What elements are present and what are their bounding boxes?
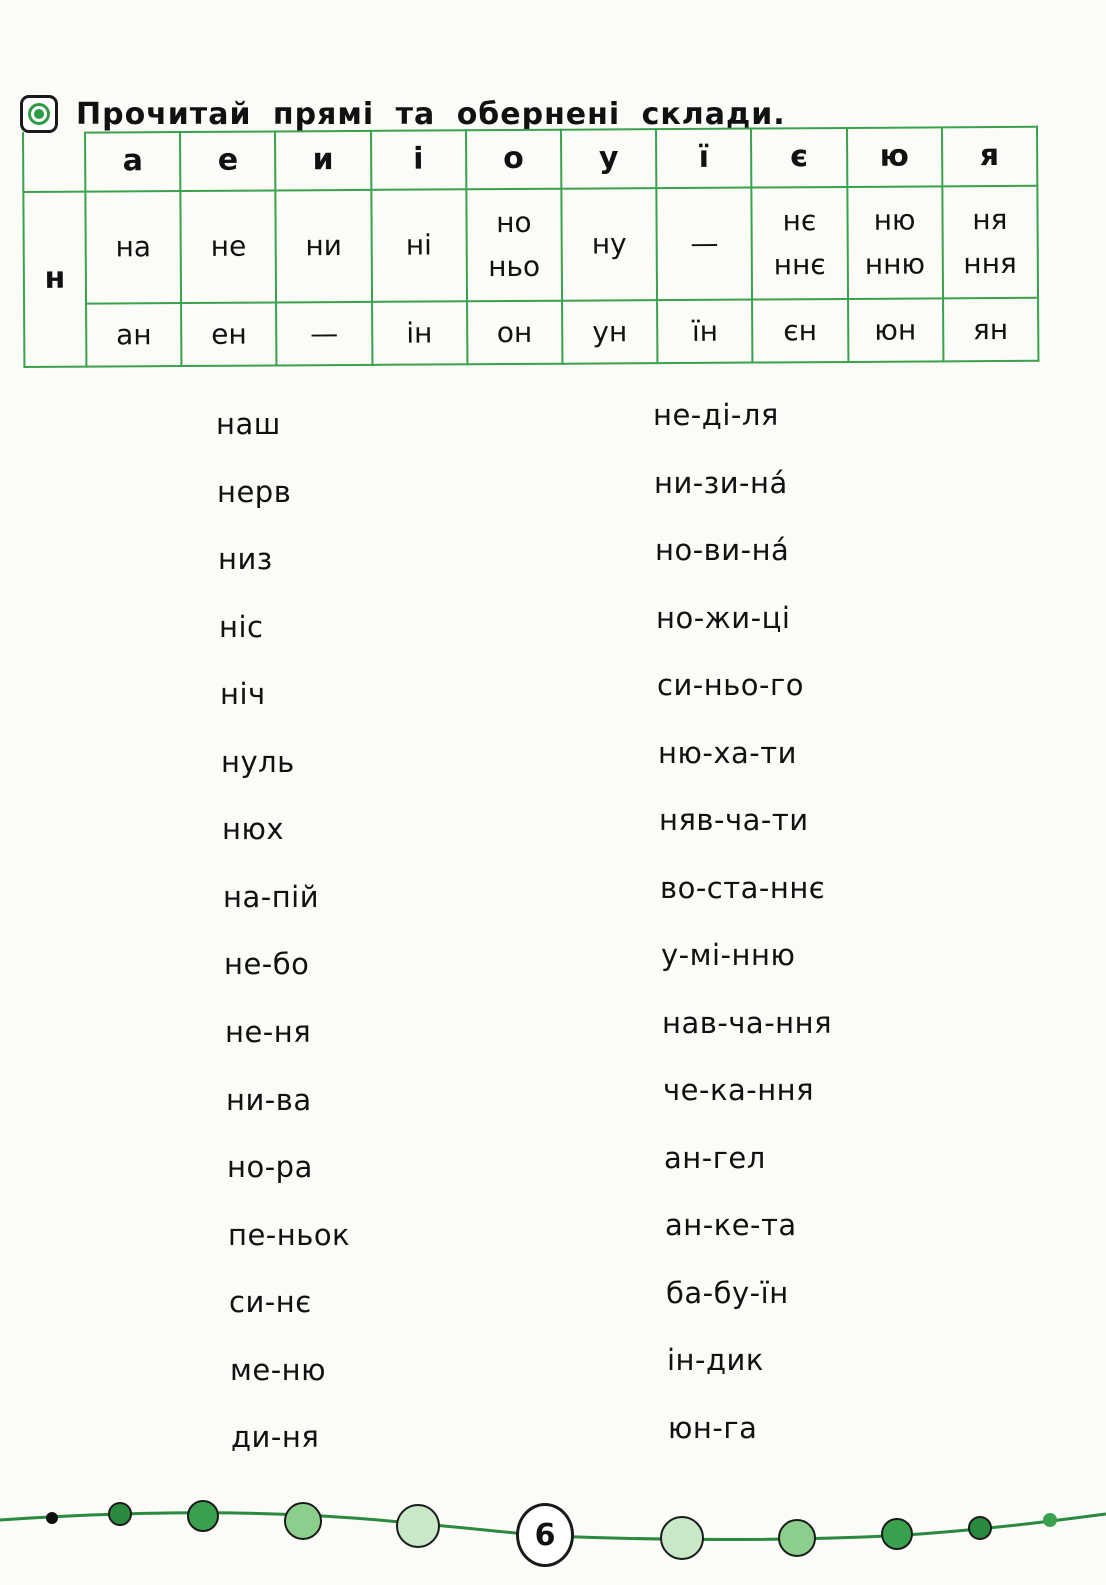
vowel-cell: я: [942, 127, 1038, 187]
direct-syllable-cell: не: [181, 190, 277, 302]
direct-syllable-cell: но ньо: [466, 189, 562, 301]
vowel-cell: є: [751, 128, 847, 188]
reverse-syllable-cell: ян: [943, 298, 1039, 362]
deco-dot: [109, 1503, 131, 1525]
direct-syllable-cell: на: [85, 191, 181, 303]
word-right: ан-ке-та: [665, 1208, 797, 1242]
read-task-icon: [20, 95, 58, 133]
word-left: пе-ньок: [228, 1218, 351, 1252]
direct-syllable-cell: ни: [276, 190, 372, 302]
syllable-table: [22, 126, 1039, 368]
word-right: но-ви-на́: [655, 533, 790, 567]
reverse-syllable-cell: єн: [752, 299, 848, 363]
reverse-syllable-cell: ен: [181, 302, 277, 366]
word-left: нуль: [221, 745, 295, 779]
direct-syllable-cell: ня ння: [942, 186, 1038, 298]
reverse-syllable-cell: он: [467, 300, 563, 364]
direct-syllable-cell: нє ннє: [752, 187, 848, 299]
word-left: ме-ню: [230, 1353, 327, 1387]
vowel-cell: і: [371, 130, 467, 190]
deco-dot: [285, 1503, 321, 1539]
word-right: ба-бу-їн: [666, 1276, 789, 1310]
word-left: ніч: [220, 677, 266, 711]
word-left: ніс: [219, 610, 264, 644]
word-left: низ: [218, 542, 273, 576]
word-right: у-мі-нню: [661, 938, 796, 972]
deco-dot: [779, 1520, 815, 1556]
vowel-cell: ю: [846, 127, 942, 187]
word-left: нерв: [217, 475, 292, 509]
word-right: не-ді-ля: [653, 398, 779, 432]
word-left: не-ня: [225, 1015, 312, 1049]
reverse-syllable-cell: ан: [86, 303, 182, 367]
word-right: ін-дик: [667, 1343, 764, 1377]
reverse-syllable-cell: їн: [657, 299, 753, 363]
task-title: Прочитай прямі та обернені склади.: [76, 96, 786, 132]
direct-syllable-cell: ню нню: [847, 186, 943, 298]
direct-syllable-cell: ну: [561, 188, 657, 300]
direct-syllable-cell: —: [656, 188, 752, 300]
vowel-cell: о: [466, 130, 562, 190]
deco-dot: [882, 1519, 912, 1549]
reverse-syllable-cell: —: [276, 302, 372, 366]
reverse-syllable-row: [24, 298, 1038, 367]
word-right: няв-ча-ти: [659, 803, 809, 837]
word-right: но-жи-ці: [656, 601, 791, 635]
reverse-syllable-cell: ун: [562, 300, 658, 364]
deco-dot: [969, 1517, 991, 1539]
word-left: ни-ва: [226, 1083, 312, 1117]
reverse-syllable-cell: ін: [372, 301, 468, 365]
deco-dot: [661, 1517, 703, 1559]
word-right: си-ньо-го: [657, 668, 804, 702]
vowel-cell: е: [180, 131, 276, 191]
vowel-row: [23, 127, 1037, 192]
word-right: ни-зи-на́: [654, 466, 788, 500]
word-left: на-пій: [223, 880, 320, 914]
page-number: 6: [516, 1503, 574, 1567]
word-right: ню-ха-ти: [658, 736, 797, 770]
vowel-cell: и: [275, 131, 371, 191]
consonant-cell: н: [23, 192, 86, 367]
word-left: наш: [216, 407, 281, 441]
deco-dot: [397, 1505, 439, 1547]
word-right: юн-га: [668, 1411, 758, 1445]
word-left: си-нє: [229, 1285, 312, 1319]
vowel-cell: у: [561, 129, 657, 189]
deco-dot: [188, 1501, 218, 1531]
word-right: нав-ча-ння: [662, 1006, 833, 1040]
direct-syllable-row: [23, 186, 1038, 304]
word-right: во-ста-ннє: [660, 871, 826, 905]
word-right: че-ка-ння: [663, 1073, 815, 1107]
vowel-cell: ї: [656, 129, 752, 189]
direct-syllable-cell: ні: [371, 189, 467, 301]
table-corner: [23, 133, 85, 192]
reverse-syllable-cell: юн: [848, 298, 944, 362]
deco-dot: [1043, 1513, 1057, 1527]
vowel-cell: а: [85, 132, 181, 192]
word-left: ди-ня: [231, 1420, 320, 1454]
deco-dot: [46, 1512, 58, 1524]
word-right: ан-гел: [664, 1141, 766, 1175]
word-left: нюх: [222, 812, 285, 846]
word-left: но-ра: [227, 1150, 313, 1184]
word-left: не-бо: [224, 947, 310, 981]
